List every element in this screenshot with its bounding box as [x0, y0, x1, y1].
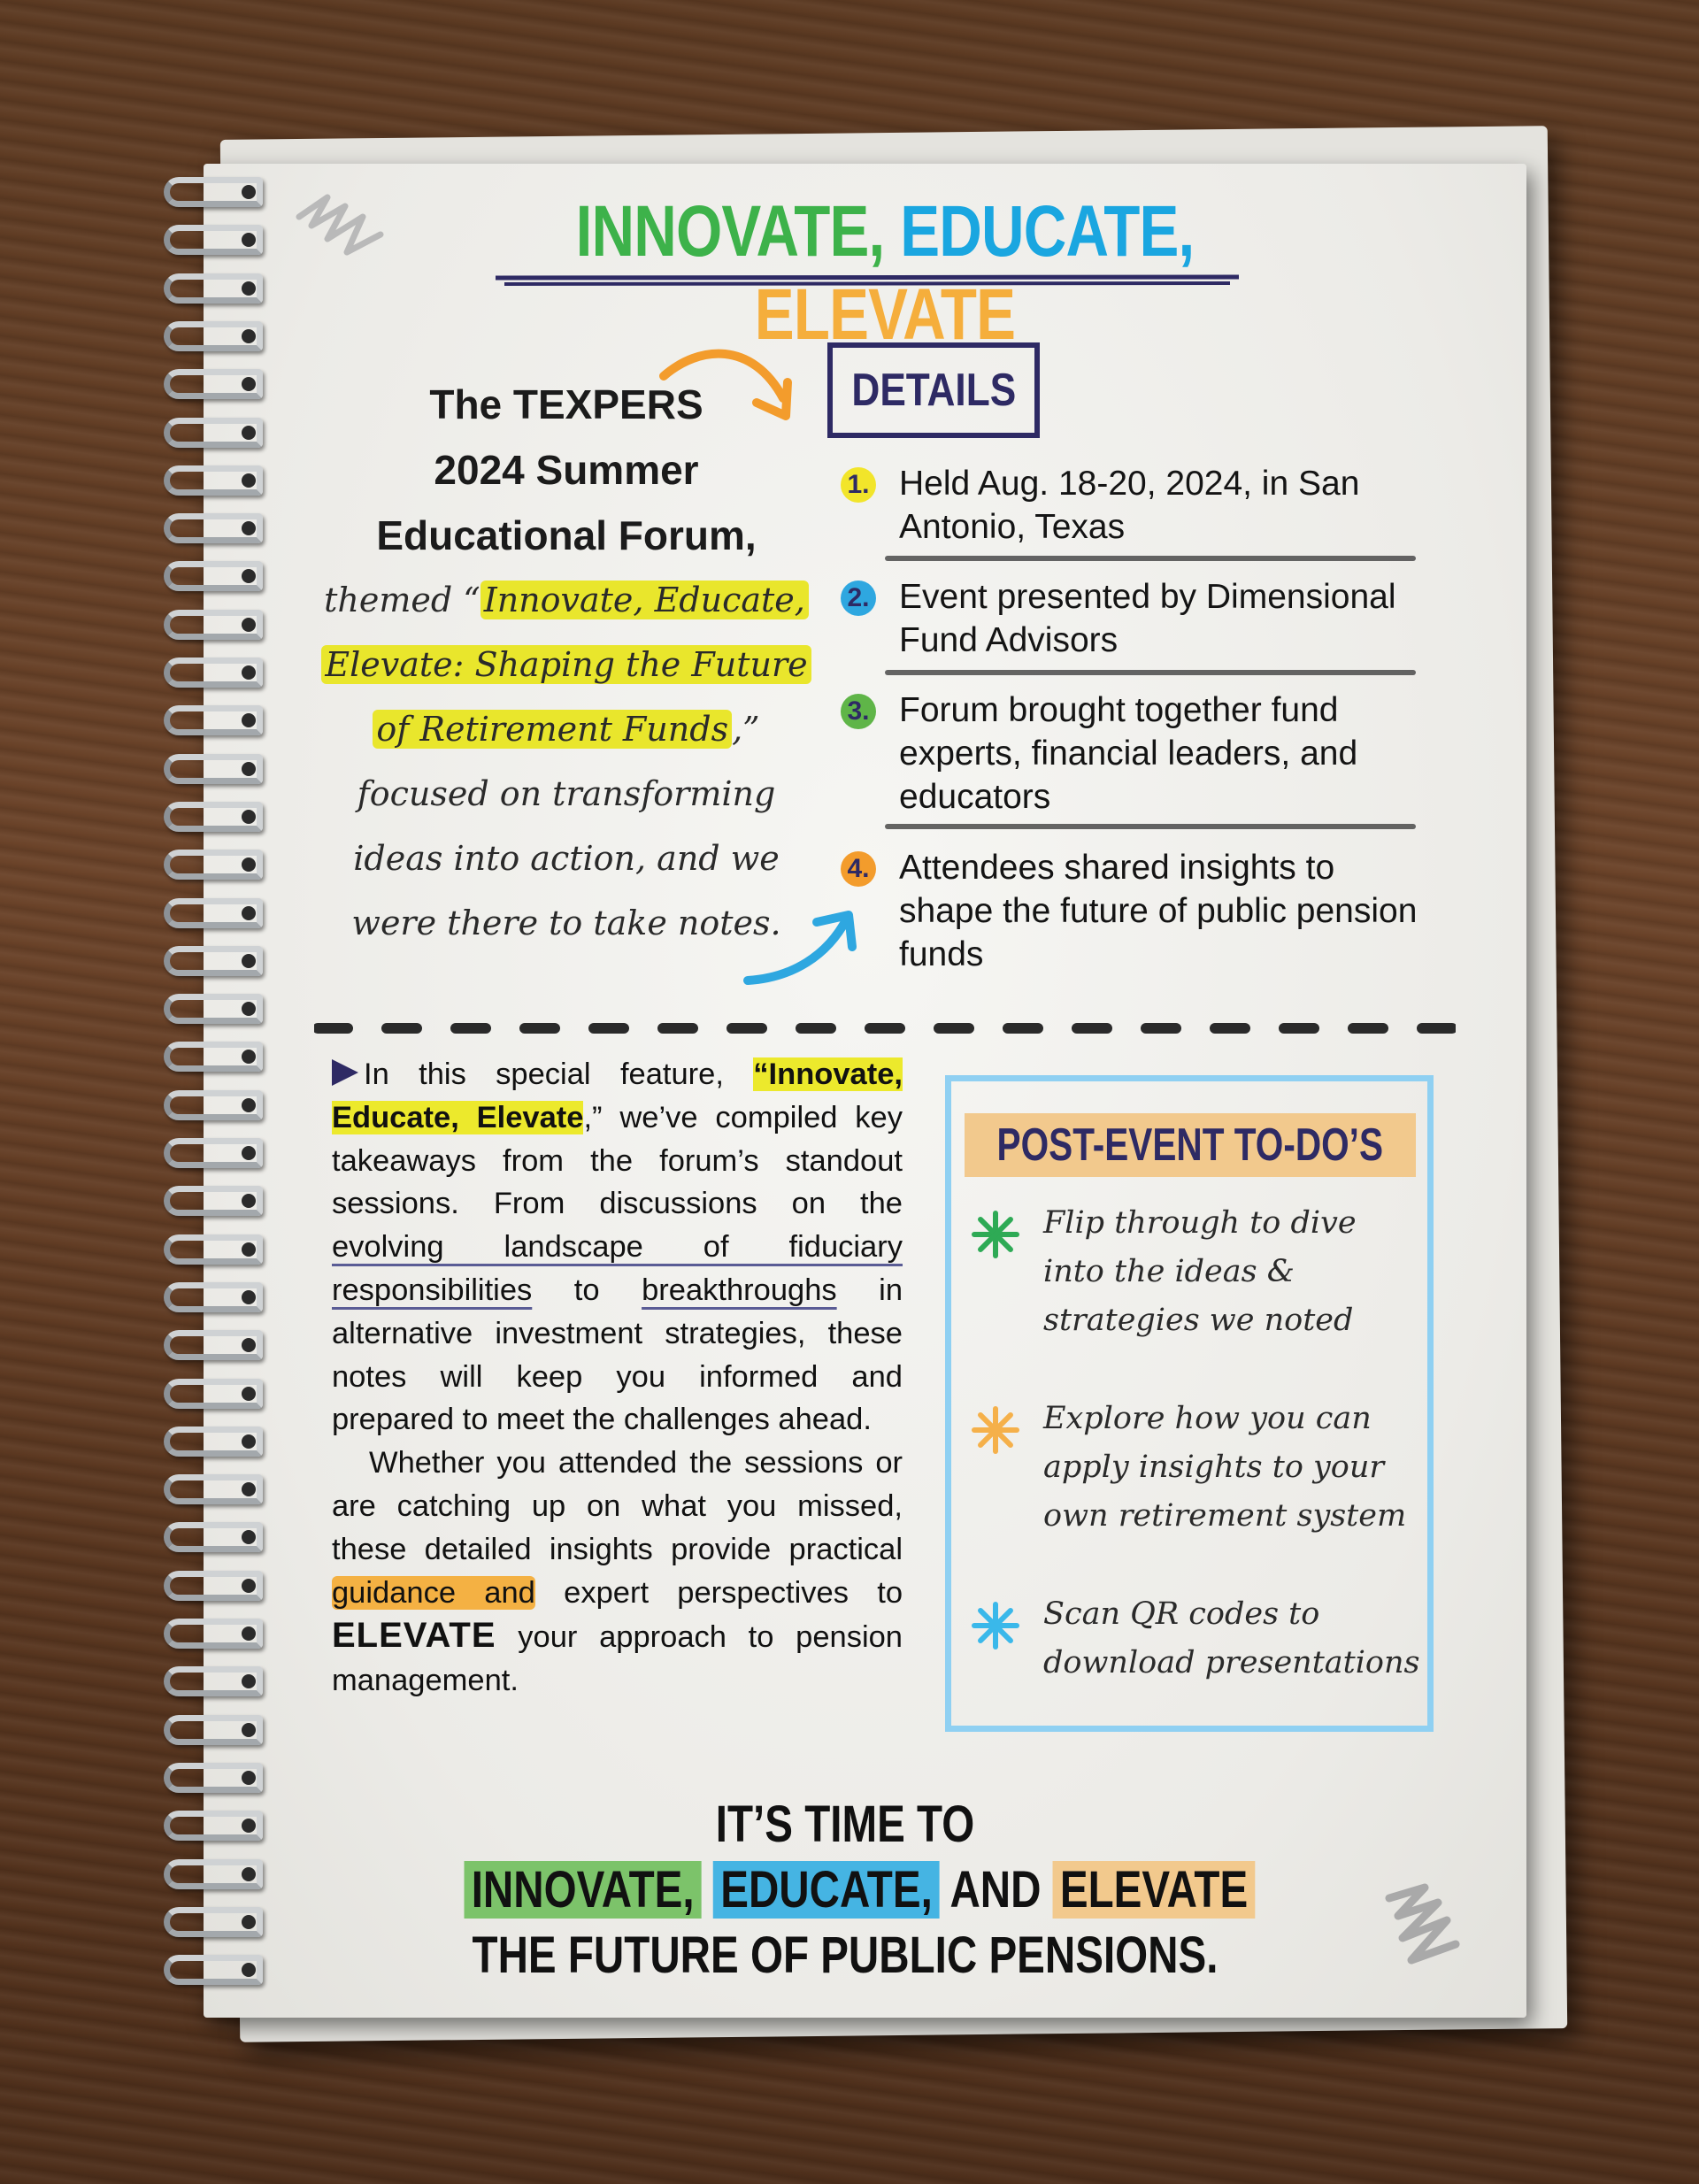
- intro-highlight-2: Elevate: Shaping the Future: [321, 645, 811, 684]
- intro-script-1: [310, 568, 823, 633]
- intro-line-1: The TEXPERS: [429, 381, 703, 427]
- blue-arrow-icon: [739, 903, 863, 991]
- detail-number-badge: 3.: [841, 694, 876, 729]
- asterisk-star-icon: [969, 1403, 1022, 1457]
- todo-text: Scan QR codes to download presentations: [1043, 1596, 1420, 1680]
- todo-heading-text: POST-EVENT TO-DO’S: [996, 1119, 1384, 1171]
- closing-statement: [381, 1792, 1310, 1988]
- closing-line-1: IT’S TIME TO: [715, 1796, 975, 1853]
- punch-hole: [242, 1867, 256, 1881]
- closing-line-2: [465, 1857, 1249, 1923]
- squiggle-doodle-top: [292, 190, 389, 261]
- body-highlight-orange: guidance and: [332, 1575, 535, 1610]
- intro-block: [310, 372, 823, 956]
- intro-highlight-1: Innovate, Educate,: [480, 581, 809, 619]
- punch-hole: [242, 1098, 256, 1112]
- punch-hole: [242, 1723, 256, 1737]
- closing-and: AND: [939, 1861, 1053, 1919]
- detail-divider: [885, 556, 1416, 561]
- punch-hole: [242, 1434, 256, 1449]
- body-text-span: Whether you attended the sessions or are catching up on what you missed, these detailed insights provide practical: [332, 1446, 903, 1566]
- punch-hole: [242, 1290, 256, 1304]
- body-text-span: ,” we’ve compiled key takeaways from the forum’s standout sessions. From discussions on the: [332, 1100, 903, 1221]
- title-underline: [496, 274, 1239, 287]
- body-text-span: expert perspectives to: [534, 1575, 903, 1610]
- punch-hole: [242, 810, 256, 824]
- todo-text: Flip through to dive into the ideas & strategies we noted: [1043, 1205, 1357, 1338]
- punch-hole: [242, 665, 256, 680]
- punch-hole: [242, 954, 256, 968]
- punch-hole: [242, 906, 256, 920]
- punch-hole: [242, 329, 256, 343]
- body-text-span: in alternative investment strategies, these notes will keep you informed and prepared to meet the challenges ahead.: [332, 1273, 903, 1437]
- body-text-span: to: [532, 1273, 642, 1307]
- title-word-elevate: ELEVATE: [754, 274, 1016, 355]
- detail-text: Attendees shared insights to shape the future of public pension funds: [899, 849, 1418, 973]
- punch-hole: [242, 1626, 256, 1641]
- details-heading-text: DETAILS: [851, 365, 1016, 416]
- orange-arrow-icon: [655, 336, 805, 434]
- feature-body: [332, 1053, 903, 1703]
- closing-innovate: INNOVATE,: [465, 1861, 702, 1919]
- squiggle-doodle-bottom: [1372, 1880, 1469, 1978]
- punch-hole: [242, 1002, 256, 1016]
- feature-paragraph-1: [332, 1053, 903, 1442]
- punch-hole: [242, 521, 256, 535]
- body-highlight: “Innovate,: [753, 1057, 903, 1091]
- intro-script-6: were there to take notes.: [351, 904, 781, 942]
- closing-line-3: THE FUTURE OF PUBLIC PENSIONS.: [472, 1926, 1219, 1984]
- body-underline: evolving landscape of fiduciary responsibilities: [332, 1230, 903, 1307]
- punch-hole: [242, 1915, 256, 1929]
- detail-number-badge: 2.: [841, 581, 876, 616]
- play-triangle-icon: [332, 1059, 358, 1086]
- title-word-educate: EDUCATE,: [900, 191, 1195, 272]
- punch-hole: [242, 762, 256, 776]
- detail-text: Held Aug. 18-20, 2024, in San Antonio, Texas: [899, 465, 1360, 546]
- intro-script-5: ideas into action, and we: [353, 839, 780, 878]
- detail-divider: [885, 824, 1416, 829]
- punch-hole: [242, 473, 256, 488]
- punch-hole: [242, 426, 256, 440]
- detail-text: Event presented by Dimensional Fund Advisors: [899, 578, 1396, 659]
- detail-number-badge: 1.: [841, 467, 876, 503]
- intro-quote-close: ,”: [732, 710, 760, 749]
- body-highlight: Educate, Elevate: [332, 1100, 584, 1134]
- punch-hole: [242, 185, 256, 199]
- closing-elevate: ELEVATE: [1053, 1861, 1256, 1919]
- punch-hole: [242, 1146, 256, 1160]
- body-text-span: your approach to pension management.: [332, 1620, 903, 1698]
- todo-heading: [965, 1113, 1416, 1177]
- detail-text: Forum brought together fund experts, financial leaders, and educators: [899, 691, 1358, 816]
- main-title: [551, 190, 1219, 357]
- todo-text: Explore how you can apply insights to your own retirement system: [1043, 1401, 1407, 1534]
- intro-quote-open: themed “: [324, 581, 480, 619]
- detail-number-badge: 4.: [841, 851, 876, 887]
- body-elevate-word: ELEVATE: [332, 1616, 496, 1656]
- punch-hole: [242, 1242, 256, 1257]
- asterisk-star-icon: [969, 1599, 1022, 1652]
- intro-script-4: focused on transforming: [357, 774, 776, 813]
- asterisk-star-icon: [969, 1208, 1022, 1261]
- punch-hole: [242, 281, 256, 296]
- punch-hole: [242, 618, 256, 632]
- details-heading: [827, 342, 1040, 438]
- closing-educate: EDUCATE,: [713, 1861, 940, 1919]
- spiral-binding: [155, 177, 279, 2000]
- intro-line-3: Educational Forum,: [376, 512, 757, 558]
- intro-highlight-3: of Retirement Funds: [373, 710, 732, 749]
- detail-divider: [885, 670, 1416, 675]
- intro-script-2: [310, 633, 823, 697]
- dashed-divider: [314, 1020, 1456, 1036]
- punch-hole: [242, 1387, 256, 1401]
- body-underline: breakthroughs: [642, 1273, 837, 1307]
- punch-hole: [242, 1771, 256, 1785]
- body-text-span: In this special feature,: [364, 1057, 754, 1091]
- punch-hole: [242, 1482, 256, 1496]
- punch-hole: [242, 1963, 256, 1977]
- feature-paragraph-2: [332, 1442, 903, 1703]
- title-word-innovate: INNOVATE,: [575, 191, 885, 272]
- intro-script-3: [310, 697, 823, 762]
- punch-hole: [242, 1579, 256, 1593]
- intro-line-2: 2024 Summer: [434, 447, 699, 493]
